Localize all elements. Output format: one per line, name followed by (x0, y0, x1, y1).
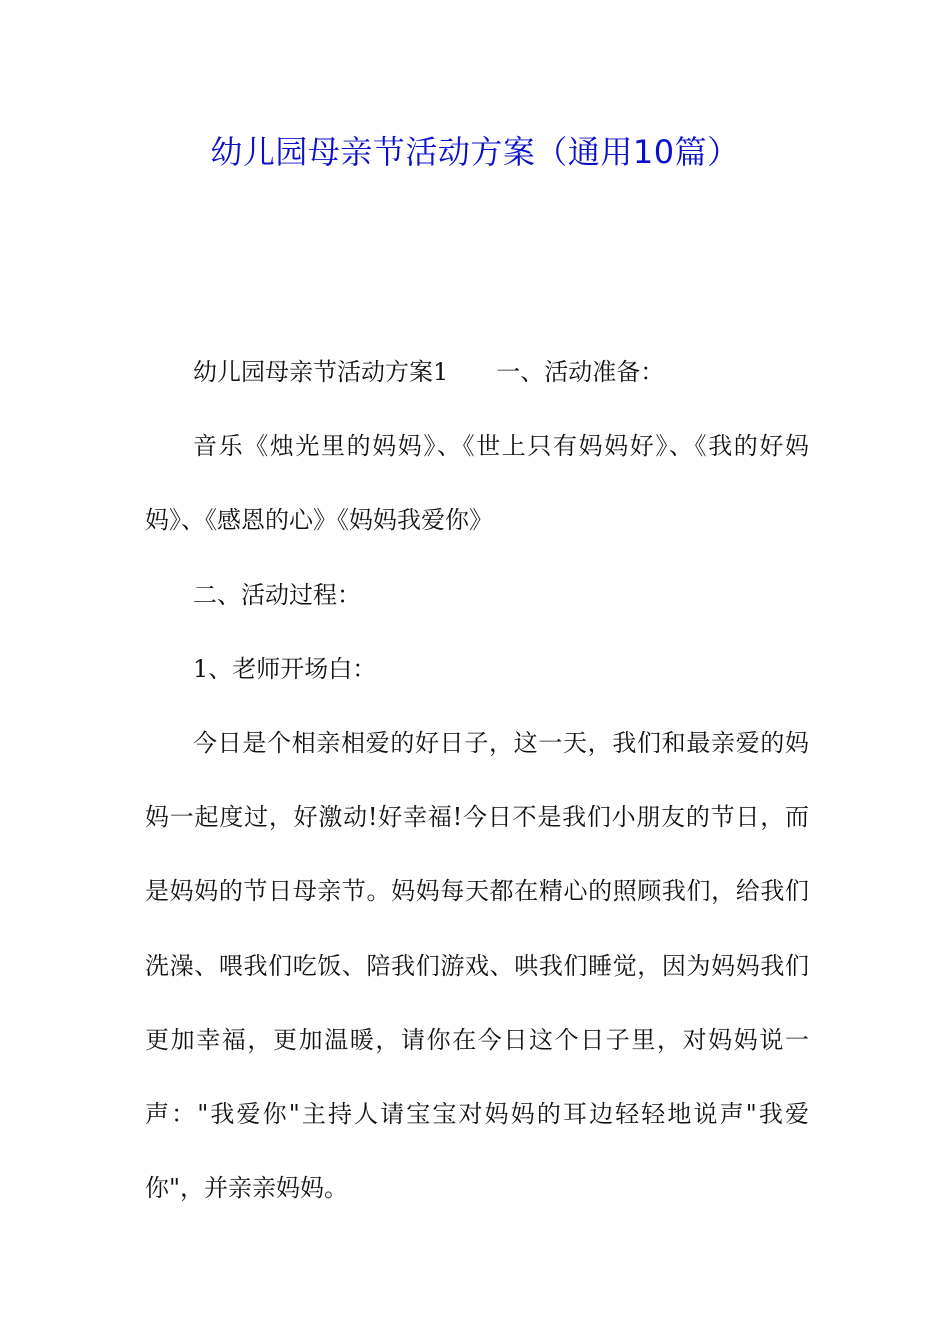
paragraph-music: 音乐《烛光里的妈妈》、《世上只有妈妈好》、《我的好妈妈》、《感恩的心》《妈妈我爱你》 (145, 432, 809, 535)
document-title: 幼儿园母亲节活动方案（通用10篇） (210, 133, 740, 171)
paragraph-activity-prep (145, 335, 809, 409)
paragraph-text: 一、活动准备： (496, 358, 665, 386)
paragraph-opening-speech: 今日是个相亲相爱的好日子，这一天，我们和最亲爱的妈妈一起度过，好激动!好幸福!今日不是我们小朋友的节日，而是妈妈的节日母亲节。妈妈每天都在精心的照顾我们，给我们洗澡、喂我们吃饭、陪我们游戏、哄我们睡觉，因为妈妈我们更加幸福，更加温暖，请你在今日这个日子里，对妈妈说一声："我爱你"主持人请宝宝对妈妈的耳边轻轻地说声"我爱你"，并亲亲妈妈。 (145, 729, 809, 1203)
paragraph-opening-heading: 1、老师开场白： (193, 654, 377, 683)
section-heading: 幼儿园母亲节活动方案1 (193, 358, 449, 386)
paragraph-process-heading: 二、活动过程： (193, 580, 361, 609)
document-body (145, 335, 809, 1225)
